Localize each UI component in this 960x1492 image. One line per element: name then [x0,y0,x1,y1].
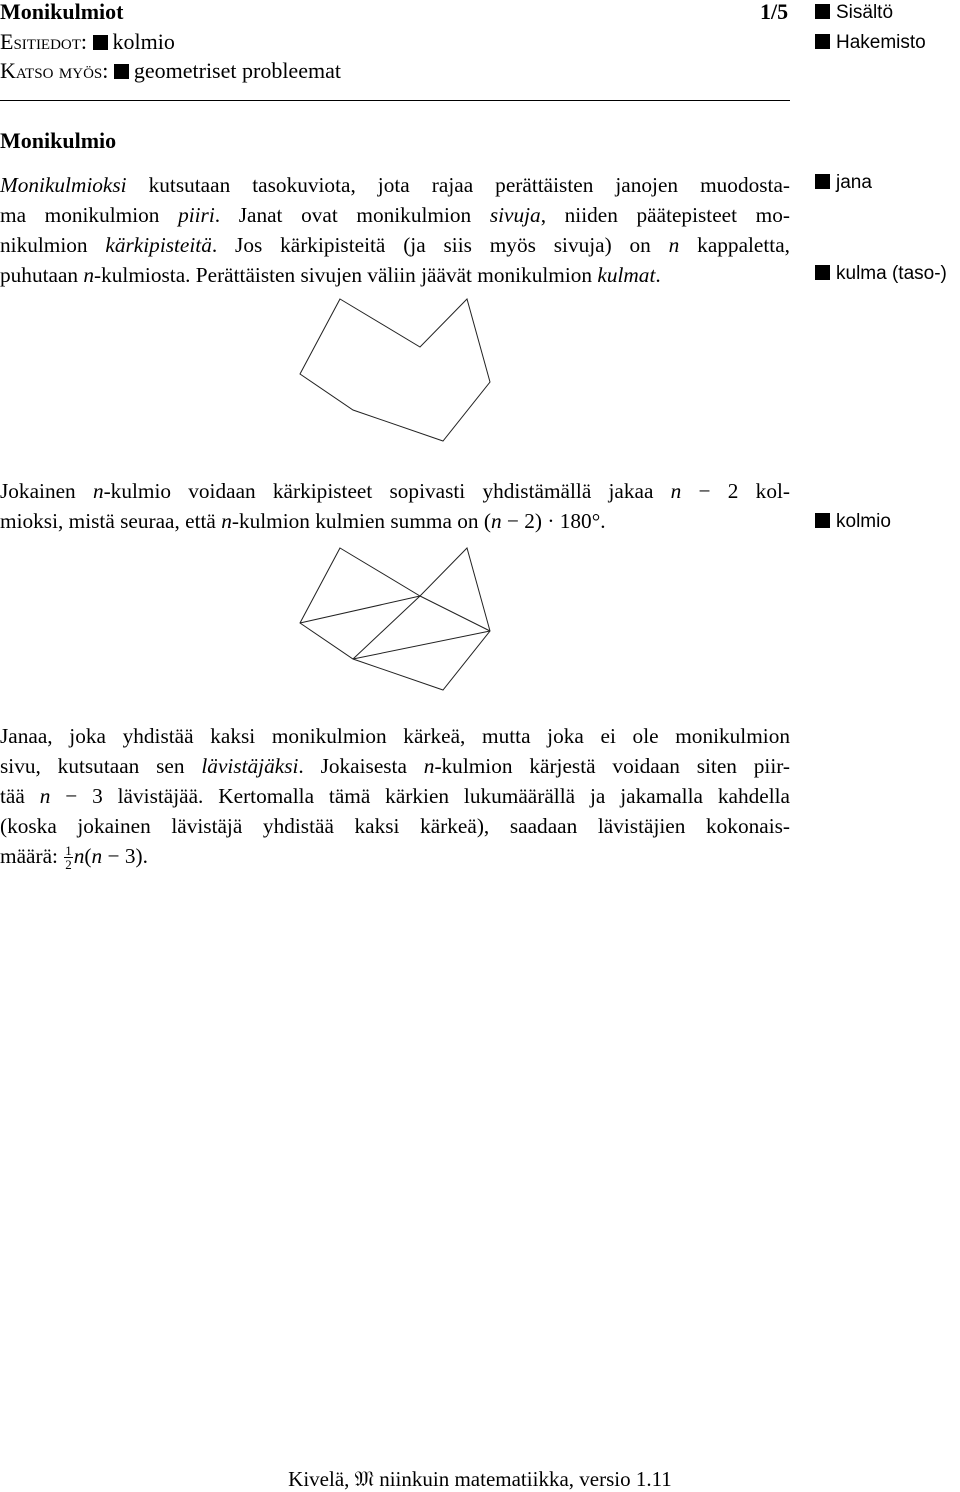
para1-text: . Jos kärkipisteitä (ja siis myös sivuja) on [211,233,669,257]
term-karkipiste: kärkipisteitä [105,233,212,257]
para1-text: , niiden päätepisteet mo- [540,203,790,227]
para2-text: − 2) · 180°. [501,509,606,533]
para3-text: − 3 lävistäjää. Kertomalla tämä kärkien lukumäärällä ja jakamalla kahdella [50,784,790,808]
nav-index-label: Hakemisto [836,32,926,53]
para2-text: mioksi, mistä seuraa, että [0,509,222,533]
para3-line2 [0,751,790,781]
section-title: Monikulmio [0,128,117,153]
term-monikulmio: Monikulmioksi [0,173,127,197]
math-n: n [423,754,435,778]
math-n: n [221,509,232,533]
math-n: n [670,479,682,503]
prerequisites-label: Esitiedot: [0,29,88,54]
term-sivu: sivuja [489,203,541,227]
math-n: n [91,844,103,868]
margin-link-kolmio[interactable] [815,510,891,534]
heptagon-polygon [300,299,490,441]
para1-text: nikulmion [0,233,106,257]
math-n: n [39,784,51,808]
para3-text: − 3). [102,844,148,868]
see-also-label: Katso myös: [0,58,109,83]
diagonal-line [420,596,490,631]
math-n: n [83,263,95,287]
para3-text: sivu, kutsutaan sen [0,754,202,778]
para1-text: ma monikulmion [0,203,179,227]
square-bullet-icon [815,513,830,528]
math-n: n [73,844,85,868]
margin-link-kolmio-label: kolmio [836,511,891,532]
para2-text: Jokainen [0,479,93,503]
para1-text: -kulmiosta. Perättäisten sivujen väliin jäävät monikulmion [94,263,598,287]
fraction-one-half [64,844,73,871]
term-lavistaja: lävistäjäksi [201,754,299,778]
diagonal-line [353,631,490,659]
diagonal-line [353,596,420,659]
para3-text: tää [0,784,40,808]
para3-text: . Jokaisesta [298,754,424,778]
para1-text: . [655,263,661,287]
para2-text: -kulmio voidaan kärkipisteet sopivasti yhdistämällä jakaa [103,479,671,503]
para1-text: kutsutaan tasokuviota, jota rajaa perättäisten janojen muodosta- [126,173,790,197]
para3-text: -kulmion kärjestä voidaan siten piir- [434,754,791,778]
para1-text: kappaletta, [679,233,790,257]
footer-text: Kivelä, 𝔐 niinkuin matematiikka, versio 1.11 [288,1467,672,1491]
para2-line2 [0,506,790,536]
math-n: n [490,509,502,533]
margin-link-kulma-label: kulma (taso-) [836,263,947,284]
paragraph-diagonals [0,721,790,871]
fraction-denominator: 2 [65,856,72,872]
see-also-link-label: geometriset probleemat [133,58,341,83]
term-kulma: kulmat [597,263,656,287]
para3-text: ( [84,844,92,868]
diagonal-line [300,596,420,623]
para3-text: määrä: [0,844,64,868]
term-piiri: piiri [178,203,215,227]
page-number: 1/5 [760,0,789,24]
prerequisite-link-label: kolmio [112,29,175,54]
math-n: n [668,233,680,257]
para3-line4: (koska jokainen lävistäjä yhdistää kaksi kärkeä), saadaan lävistäjien kokonais- [0,814,790,838]
para3-line5 [0,841,790,871]
para3-line1: Janaa, joka yhdistää kaksi monikulmion kärkeä, mutta joka ei ole monikulmion [0,724,790,748]
nav-contents-label: Sisältö [836,2,894,23]
para2-text: − 2 kol- [681,479,790,503]
para1-text: . Janat ovat monikulmion [214,203,490,227]
document-title: Monikulmiot [0,0,124,24]
margin-link-jana-label: jana [836,172,872,193]
paragraph-triangulation [0,476,790,536]
triangulated-polygon-figure [0,540,960,700]
math-n: n [92,479,104,503]
para2-line1 [0,476,790,506]
fraction-numerator: 1 [65,842,72,858]
para2-text: -kulmion kulmien summa on ( [231,509,491,533]
para1-text: puhutaan [0,263,84,287]
para3-line3 [0,781,790,811]
